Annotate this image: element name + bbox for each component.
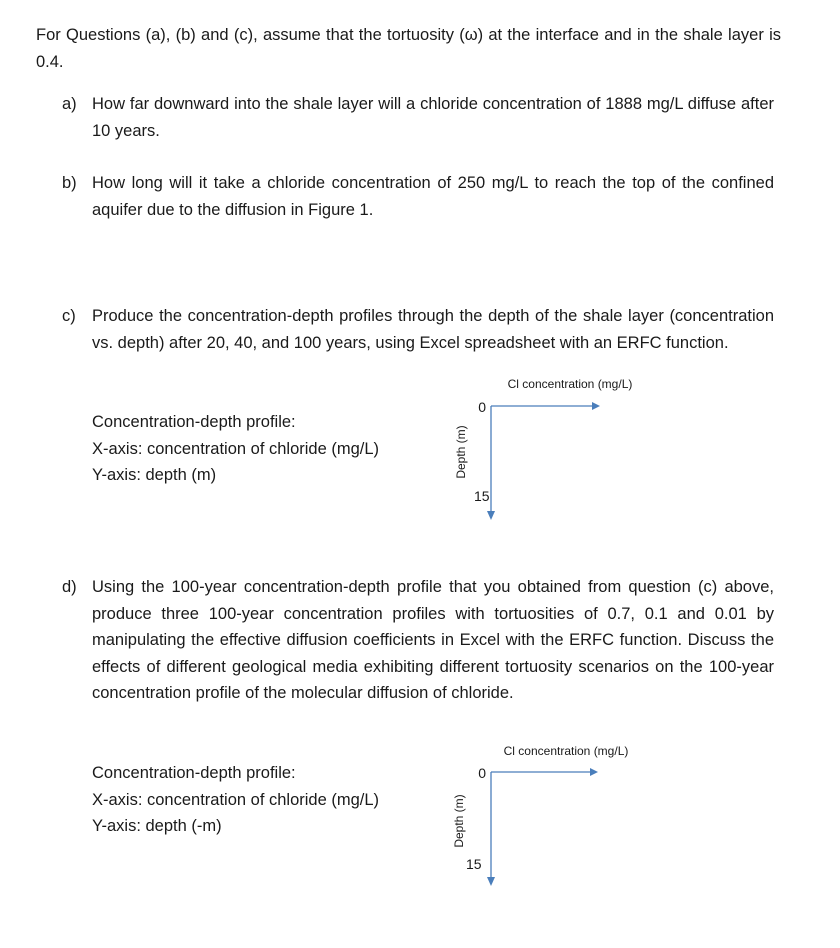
axes-c-figure <box>440 370 660 530</box>
axes-c-origin-label: 0 <box>478 399 486 415</box>
axes-d-origin-label: 0 <box>478 765 486 781</box>
question-b <box>62 170 774 223</box>
axes-d-y-arrow-icon <box>487 877 495 886</box>
axes-c-x-arrow-icon <box>592 402 600 410</box>
question-d-text: Using the 100-year concentration-depth profile that you obtained from question (c) above, produce three 100-year concentration profiles with tortuosities of 0.7, 0.1 and 0.01 by manipulating the effective diffusion coefficients in Excel with the ERFC function. Discuss the effects of different geological media exhibiting different tortuosity scenarios on the 100-year concentration profile of the molecular diffusion of chloride. <box>92 578 774 702</box>
axes-d-y-end-label: 15 <box>466 856 482 872</box>
question-b-label: b) <box>62 174 77 192</box>
axes-d-x-label: Cl concentration (mg/L) <box>503 744 629 758</box>
question-c-text: Produce the concentration-depth profiles through the depth of the shale layer (concentration vs. depth) after 20, 40, and 100 years, using Excel spreadsheet with an ERFC function. <box>92 307 774 352</box>
axes-c-x-label: Cl concentration (mg/L) <box>507 377 633 391</box>
profile-c-title: Concentration-depth profile: <box>92 413 296 431</box>
axes-c-y-end-label: 15 <box>474 488 490 504</box>
profile-c-y-axis: Y-axis: depth (m) <box>92 466 217 484</box>
question-c-label: c) <box>62 307 76 325</box>
profile-d-x-axis: X-axis: concentration of chloride (mg/L) <box>92 790 380 809</box>
profile-d-y-axis: Y-axis: depth (-m) <box>92 817 222 835</box>
profile-c-x-axis: X-axis: concentration of chloride (mg/L) <box>92 439 380 458</box>
axes-c-y-arrow-icon <box>487 511 495 520</box>
profile-c-description <box>92 409 379 489</box>
question-c <box>62 303 774 356</box>
question-a-text: How far downward into the shale layer will a chloride concentration of 1888 mg/L diffuse after 10 years. <box>92 95 774 140</box>
question-b-text: How long will it take a chloride concentration of 250 mg/L to reach the top of the confined aquifer due to the diffusion in Figure 1. <box>92 174 774 219</box>
question-d <box>62 574 774 707</box>
axes-d-figure <box>440 737 660 897</box>
question-a-label: a) <box>62 95 77 113</box>
question-a <box>62 91 774 144</box>
profile-d-title: Concentration-depth profile: <box>92 764 296 782</box>
question-d-label: d) <box>62 578 77 596</box>
intro-paragraph: For Questions (a), (b) and (c), assume that the tortuosity (ω) at the interface and in the shale layer is 0.4. <box>36 26 781 71</box>
axes-c-y-label: Depth (m) <box>454 425 469 479</box>
axes-d-y-label: Depth (m) <box>452 794 467 848</box>
axes-d-x-arrow-icon <box>590 768 598 776</box>
profile-d-description <box>92 760 379 840</box>
